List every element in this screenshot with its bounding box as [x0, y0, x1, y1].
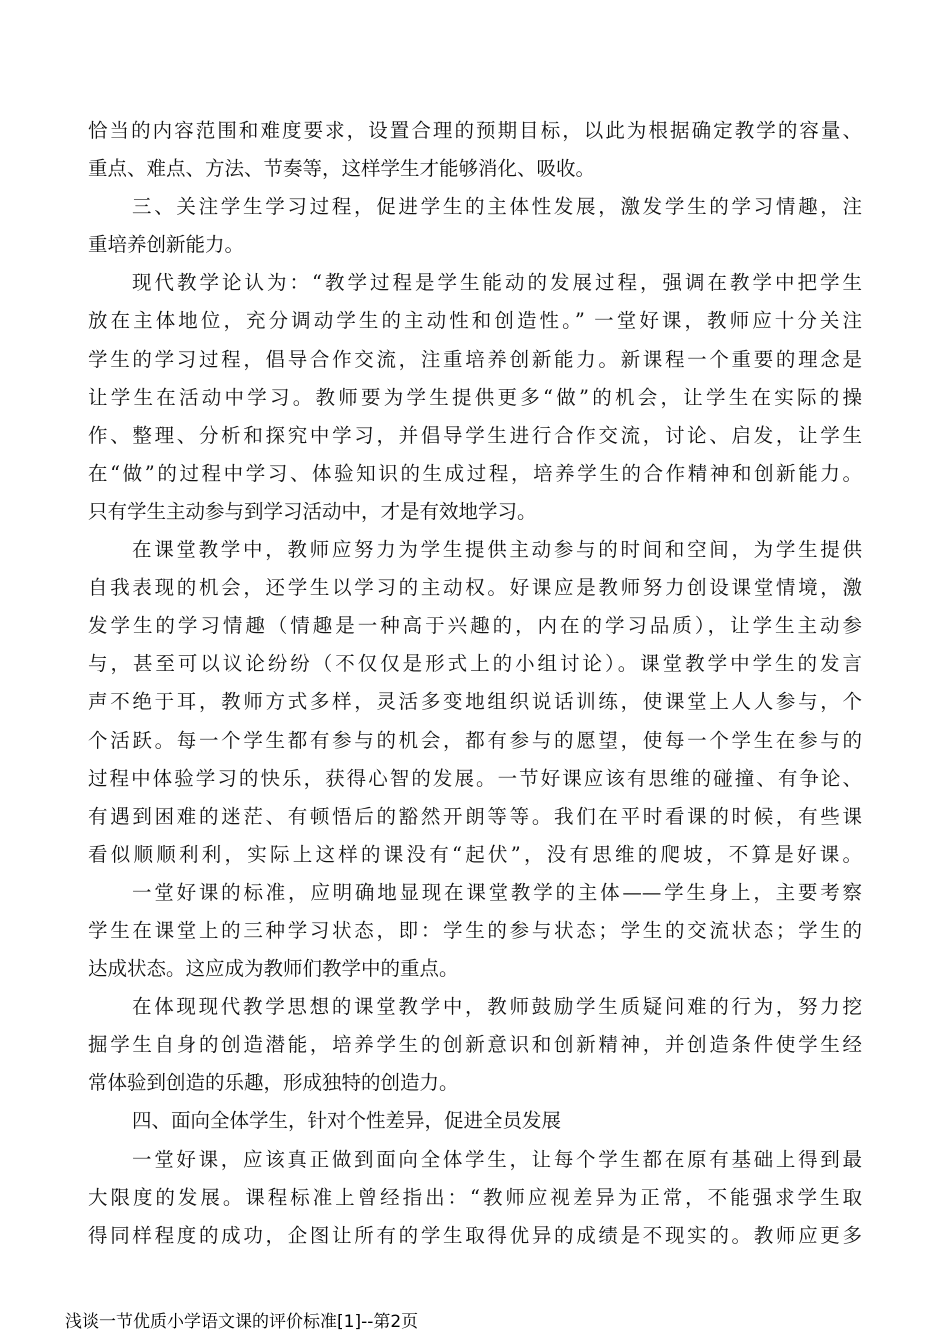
text-line: 三、关注学生学习过程，促进学生的主体性发展，激发学生的学习情趣，注	[132, 195, 862, 219]
text-line: 重培养创新能力。	[88, 233, 245, 257]
text-line: 学生的学习过程，倡导合作交流，注重培养创新能力。新课程一个重要的理念是	[88, 347, 862, 371]
text-line: 达成状态。这应成为教师们教学中的重点。	[88, 957, 459, 981]
text-line: 作、整理、分析和探究中学习，并倡导学生进行合作交流，讨论、启发，让学生	[88, 423, 862, 447]
page-footer: 浅谈一节优质小学语文课的评价标准[1]--第2页	[65, 1312, 419, 1332]
text-line: 恰当的内容范围和难度要求，设置合理的预期目标，以此为根据确定教学的容量、	[88, 119, 862, 142]
document-body	[88, 112, 862, 1255]
text-line: 一堂好课的标准，应明确地显现在课堂教学的主体——学生身上，主要考察	[132, 880, 862, 904]
text-line: 学生在课堂上的三种学习状态，即：学生的参与状态；学生的交流状态；学生的	[88, 918, 862, 942]
text-line: 现代教学论认为：“教学过程是学生能动的发展过程，强调在教学中把学生	[132, 271, 862, 295]
text-line: 有遇到困难的迷茫、有顿悟后的豁然开朗等等。我们在平时看课的时候，有些课	[88, 804, 862, 828]
text-line: 让学生在活动中学习。教师要为学生提供更多“做”的机会，让学生在实际的操	[88, 385, 862, 409]
text-line: 大限度的发展。课程标准上曾经指出：“教师应视差异为正常，不能强求学生取	[88, 1185, 862, 1209]
text-line: 发学生的学习情趣（情趣是一种高于兴趣的，内在的学习品质），让学生主动参	[88, 614, 862, 638]
text-line: 自我表现的机会，还学生以学习的主动权。好课应是教师努力创设课堂情境，激	[88, 576, 862, 600]
text-line: 只有学生主动参与到学习活动中，才是有效地学习。	[88, 499, 537, 523]
text-line: 在“做”的过程中学习、体验知识的生成过程，培养学生的合作精神和创新能力。	[88, 461, 862, 485]
text-line: 个活跃。每一个学生都有参与的机会，都有参与的愿望，使每一个学生在参与的	[88, 728, 862, 752]
text-line: 声不绝于耳，教师方式多样，灵活多变地组织说话训练，使课堂上人人参与，个	[88, 690, 862, 714]
text-line: 在课堂教学中，教师应努力为学生提供主动参与的时间和空间，为学生提供	[132, 538, 862, 562]
text-line: 得同样程度的成功，企图让所有的学生取得优异的成绩是不现实的。教师应更多	[88, 1223, 862, 1247]
text-line: 一堂好课，应该真正做到面向全体学生，让每个学生都在原有基础上得到最	[132, 1147, 862, 1171]
text-line: 与，甚至可以议论纷纷（不仅仅是形式上的小组讨论）。课堂教学中学生的发言	[88, 652, 862, 676]
text-line: 重点、难点、方法、节奏等，这样学生才能够消化、吸收。	[88, 157, 596, 181]
text-line: 放在主体地位，充分调动学生的主动性和创造性。” 一堂好课，教师应十分关注	[88, 309, 862, 333]
text-line: 四、面向全体学生，针对个性差异，促进全员发展	[132, 1109, 562, 1133]
text-line: 在体现现代教学思想的课堂教学中，教师鼓励学生质疑问难的行为，努力挖	[132, 995, 862, 1019]
text-line: 看似顺顺利利，实际上这样的课没有“起伏”，没有思维的爬坡，不算是好课。	[88, 842, 862, 866]
text-line: 过程中体验学习的快乐，获得心智的发展。一节好课应该有思维的碰撞、有争论、	[88, 766, 862, 790]
text-line: 常体验到创造的乐趣，形成独特的创造力。	[88, 1071, 459, 1095]
text-line: 掘学生自身的创造潜能，培养学生的创新意识和创新精神，并创造条件使学生经	[88, 1033, 862, 1057]
